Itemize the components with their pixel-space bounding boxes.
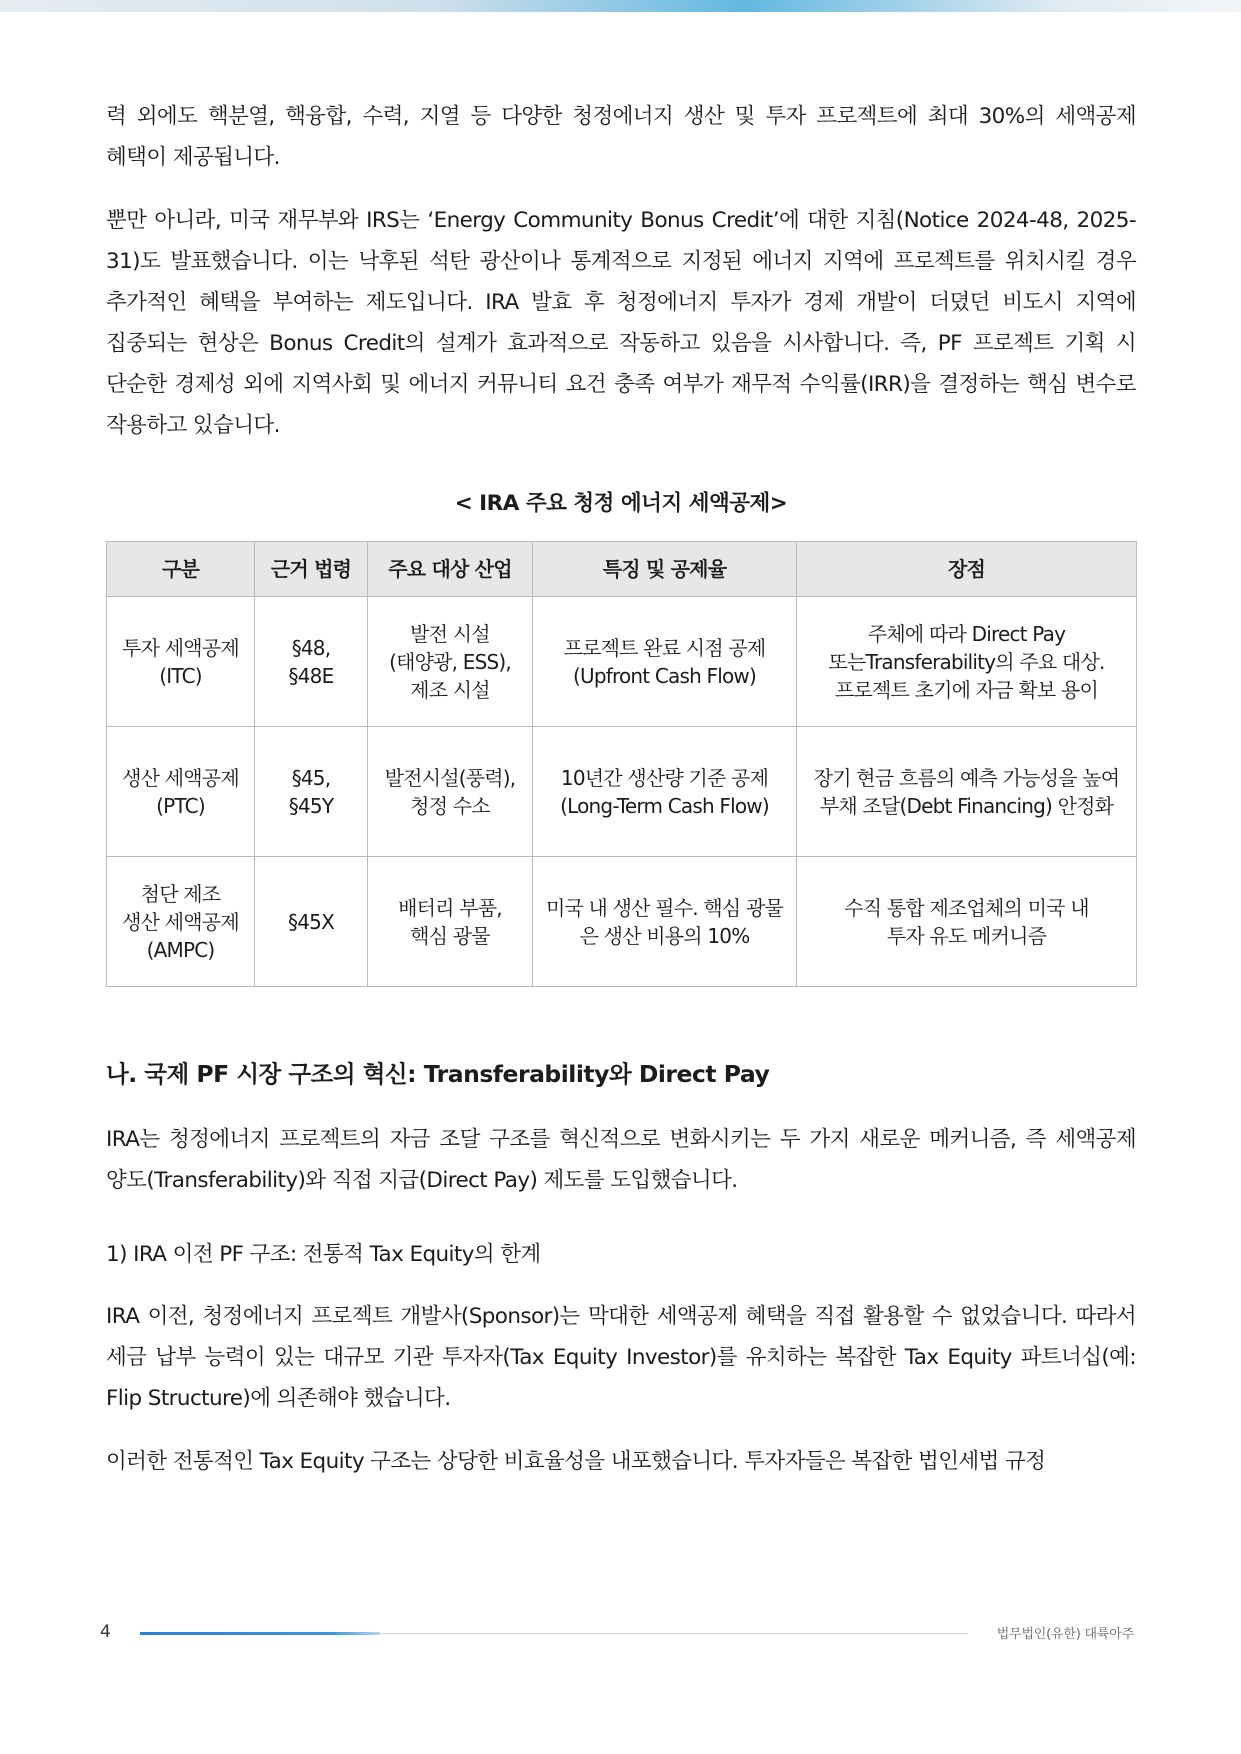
body-paragraph-1: 력 외에도 핵분열, 핵융합, 수력, 지열 등 다양한 청정에너지 생산 및 투자 프로젝트에 최대 30%의 세액공제 혜택이 제공됩니다. — [106, 104, 1136, 170]
page-footer — [0, 1620, 1241, 1650]
table-cell: 프로젝트 완료 시점 공제 (Upfront Cash Flow) — [533, 597, 797, 727]
table-row — [107, 727, 1137, 857]
firm-name: 법무법인(유한) 대륙아주 — [996, 1627, 1134, 1642]
footer-accent-line — [140, 1632, 380, 1635]
table-row — [107, 857, 1137, 987]
body-paragraph-5: 이러한 전통적인 Tax Equity 구조는 상당한 비효율성을 내포했습니다. 투자자들은 복잡한 법인세법 규정 — [106, 1449, 1046, 1474]
table-cell: 배터리 부품, 핵심 광물 — [368, 857, 533, 987]
body-paragraph-2: 뿐만 아니라, 미국 재무부와 IRS는 ‘Energy Community Bonus Credit’에 대한 지침(Notice 2024-48, 2025-31)도 발표했습니다. 이는 낙후된 석탄 광산이나 통계적으로 지정된 에너지 지역에 프로젝트를 위치시킬 경우 추가적인 혜택을 부여하는 제도입니다. IRA 발효 후 청정에너지 투자가 경제 개발이 더뎠던 비도시 지역에 집중되는 현상은 Bonus Credit의 설계가 효과적으로 작동하고 있음을 시사합니다. 즉, PF 프로젝트 기획 시 단순한 경제성 외에 지역사회 및 에너지 커뮤니티 요건 충족 여부가 재무적 수익률(IRR)을 결정하는 핵심 변수로 작용하고 있습니다. — [106, 208, 1136, 438]
header-category: 구분 — [107, 542, 255, 597]
page-number: 4 — [100, 1622, 111, 1642]
header-legal-basis: 근거 법령 — [255, 542, 368, 597]
table-cell: §45X — [255, 857, 368, 987]
header-target-industry: 주요 대상 산업 — [368, 542, 533, 597]
table-cell: §48, §48E — [255, 597, 368, 727]
table-cell: 장기 현금 흐름의 예측 가능성을 높여 부채 조달(Debt Financing) 안정화 — [797, 727, 1137, 857]
table-title: < IRA 주요 청정 에너지 세액공제> — [454, 491, 788, 516]
table-cell: 생산 세액공제 (PTC) — [107, 727, 255, 857]
ira-tax-credit-table — [106, 541, 1137, 987]
body-paragraph-3: IRA는 청정에너지 프로젝트의 자금 조달 구조를 혁신적으로 변화시키는 두 가지 새로운 메커니즘, 즉 세액공제 양도(Transferability)와 직접 지급(Direct Pay) 제도를 도입했습니다. — [106, 1127, 1136, 1193]
header-advantages: 장점 — [797, 542, 1137, 597]
body-paragraph-4: IRA 이전, 청정에너지 프로젝트 개발사(Sponsor)는 막대한 세액공제 혜택을 직접 활용할 수 없었습니다. 따라서 세금 납부 능력이 있는 대규모 기관 투자자(Tax Equity Investor)를 유치하는 복잡한 Tax Equity 파트너십(예: Flip Structure)에 의존해야 했습니다. — [106, 1304, 1136, 1411]
table-row — [107, 597, 1137, 727]
top-decorative-band — [0, 0, 1241, 12]
table-cell: 투자 세액공제 (ITC) — [107, 597, 255, 727]
table-cell: 발전시설(풍력), 청정 수소 — [368, 727, 533, 857]
section-heading: 나. 국제 PF 시장 구조의 혁신: Transferability와 Direct Pay — [106, 1060, 770, 1088]
table-cell: 미국 내 생산 필수. 핵심 광물 은 생산 비용의 10% — [533, 857, 797, 987]
table-cell: 10년간 생산량 기준 공제 (Long-Term Cash Flow) — [533, 727, 797, 857]
subsection-heading: 1) IRA 이전 PF 구조: 전통적 Tax Equity의 한계 — [106, 1242, 541, 1267]
table-cell: §45, §45Y — [255, 727, 368, 857]
page-content — [106, 96, 1136, 1482]
table-header-row — [107, 542, 1137, 597]
table-cell: 주체에 따라 Direct Pay 또는Transferability의 주요 대상. 프로젝트 초기에 자금 확보 용이 — [797, 597, 1137, 727]
table-cell: 첨단 제조 생산 세액공제 (AMPC) — [107, 857, 255, 987]
header-features-rate: 특징 및 공제율 — [533, 542, 797, 597]
table-cell: 수직 통합 제조업체의 미국 내 투자 유도 메커니즘 — [797, 857, 1137, 987]
table-cell: 발전 시설 (태양광, ESS), 제조 시설 — [368, 597, 533, 727]
